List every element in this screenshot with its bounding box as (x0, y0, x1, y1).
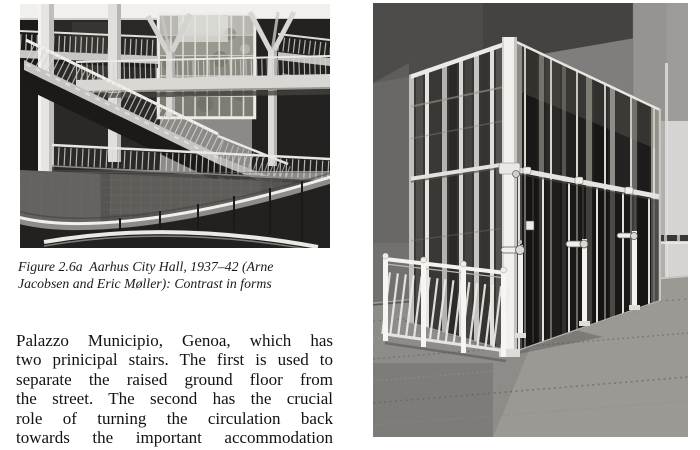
body-text-line: towards the important accommodation (16, 428, 333, 448)
body-text-line: role of turning the circulation back (16, 408, 333, 428)
body-text-line: Palazzo Municipio, Genoa, which has (16, 331, 333, 350)
body-text-line: separate the raised ground floor from (16, 369, 333, 389)
body-text-line: the street. The second has the crucial (16, 389, 333, 409)
aarhus-city-hall-photo (20, 4, 330, 248)
figure-caption-line1: Figure 2.6a Aarhus City Hall, 1937–42 (Arne (18, 259, 274, 274)
body-text-line: two prinicipal stairs. The first is used to (16, 350, 333, 370)
glazed-lift-photo (373, 3, 688, 437)
door-latch (526, 221, 534, 230)
figure-caption (18, 259, 320, 293)
body-text (16, 331, 333, 447)
figure-caption-line2: Jacobsen and Eric Møller): Contrast in forms (18, 275, 272, 291)
